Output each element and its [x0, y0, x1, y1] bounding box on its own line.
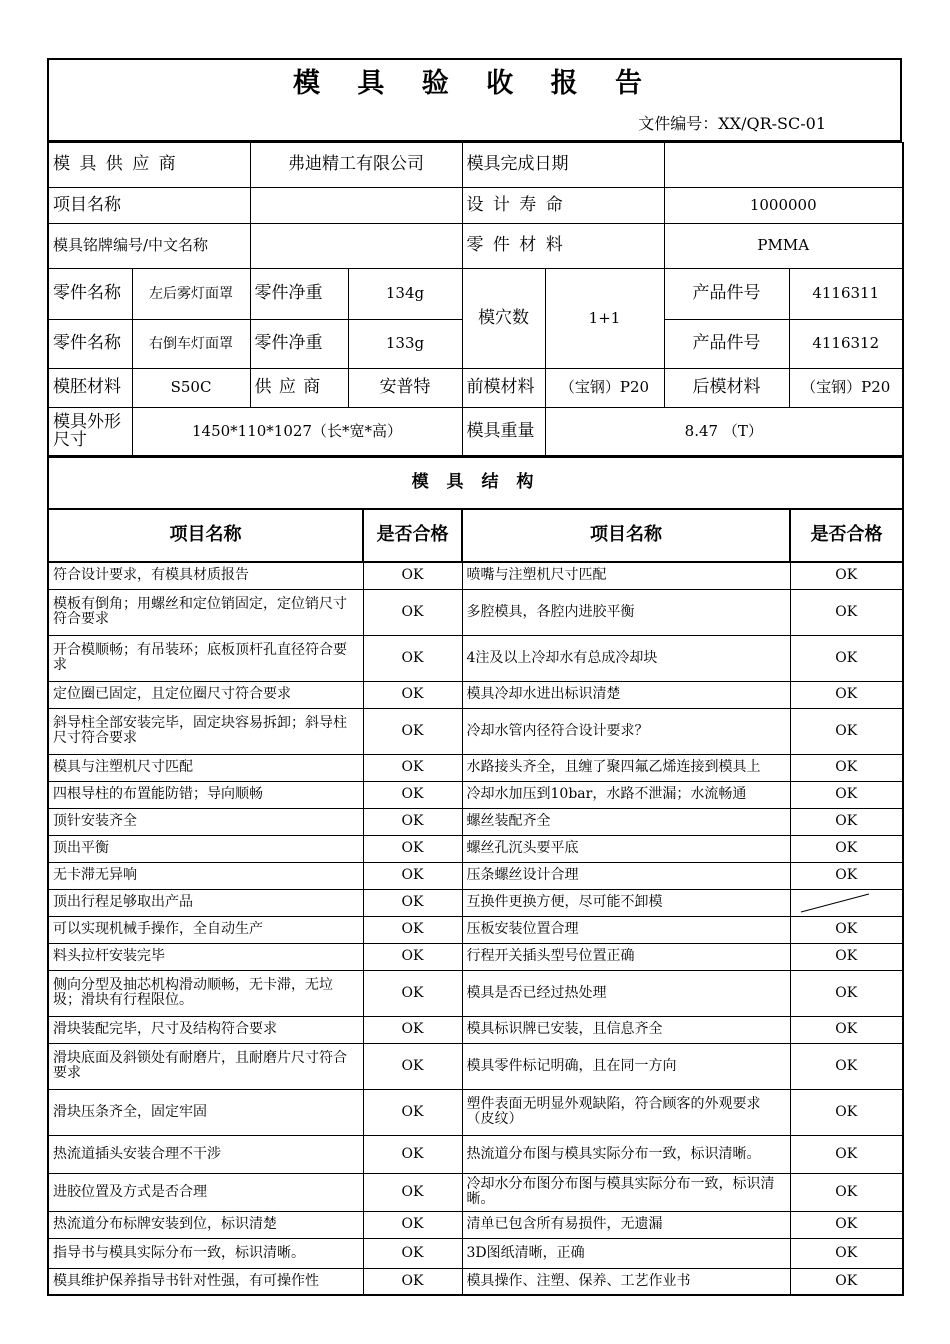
- check-item-right: 塑件表面无明显外观缺陷，符合顾客的外观要求（皮纹）: [462, 1089, 790, 1135]
- check-item-left: 模板有倒角；用螺丝和定位销固定，定位销尺寸符合要求: [48, 589, 363, 635]
- check-item-right: 水路接头齐全，且缠了聚四氟乙烯连接到模具上: [462, 754, 790, 781]
- col-header-pass: 是否合格: [363, 509, 462, 562]
- check-item-right: 冷却水管内径符合设计要求？: [462, 708, 790, 754]
- material-label: 零 件 材 料: [462, 224, 664, 269]
- check-result-left: OK: [363, 708, 462, 754]
- not-applicable-slash: [790, 889, 903, 916]
- table-row: [48, 708, 903, 754]
- project-value: [250, 188, 462, 224]
- check-item-right: 行程开关插头型号位置正确: [462, 943, 790, 970]
- check-result-left: OK: [363, 889, 462, 916]
- check-result-left: OK: [363, 1238, 462, 1268]
- table-row: [48, 781, 903, 808]
- check-result-right: OK: [790, 916, 903, 943]
- check-result-right: OK: [790, 589, 903, 635]
- table-row: [48, 835, 903, 862]
- part1-name-label: 零件名称: [48, 269, 132, 320]
- table-row: [48, 970, 903, 1016]
- check-item-right: 互换件更换方便，尽可能不卸模: [462, 889, 790, 916]
- part1-no-value: 4116311: [789, 269, 903, 320]
- check-result-left: OK: [363, 1135, 462, 1173]
- check-result-right: OK: [790, 1268, 903, 1295]
- part2-no-value: 4116312: [789, 320, 903, 369]
- finish-date-label: 模具完成日期: [462, 143, 664, 188]
- dimension-value: 1450*110*1027（长*宽*高）: [132, 408, 462, 456]
- check-item-right: 模具是否已经过热处理: [462, 970, 790, 1016]
- check-result-right: OK: [790, 862, 903, 889]
- cavity-label: 模穴数: [462, 269, 545, 369]
- table-row: [48, 1016, 903, 1043]
- design-life-label: 设 计 寿 命: [462, 188, 664, 224]
- weight-value: 8.47 （T）: [545, 408, 903, 456]
- check-result-right: OK: [790, 1211, 903, 1238]
- nameplate-label: 模具铭牌编号/中文名称: [48, 224, 250, 269]
- title-table: [47, 58, 902, 142]
- check-item-left: 热流道插头安装合理不干涉: [48, 1135, 363, 1173]
- part2-no-label: 产品件号: [664, 320, 789, 369]
- nameplate-value: [250, 224, 462, 269]
- part1-name-value: 左后雾灯面罩: [132, 269, 250, 320]
- table-row: [48, 562, 903, 589]
- part2-weight-label: 零件净重: [250, 320, 348, 369]
- check-item-left: 滑块底面及斜锁处有耐磨片，且耐磨片尺寸符合要求: [48, 1043, 363, 1089]
- check-item-left: 进胶位置及方式是否合理: [48, 1173, 363, 1211]
- check-result-left: OK: [363, 1173, 462, 1211]
- table-row: [48, 1211, 903, 1238]
- report-title: 模 具 验 收 报 告: [293, 68, 656, 99]
- check-result-left: OK: [363, 681, 462, 708]
- check-item-left: 热流道分布标牌安装到位，标识清楚: [48, 1211, 363, 1238]
- table-row: [48, 1173, 903, 1211]
- check-item-right: 模具操作、注塑、保养、工艺作业书: [462, 1268, 790, 1295]
- col-header-item: 项目名称: [48, 509, 363, 562]
- check-item-right: 热流道分布图与模具实际分布一致，标识清晰。: [462, 1135, 790, 1173]
- check-item-left: 四根导柱的布置能防错；导向顺畅: [48, 781, 363, 808]
- table-row: [48, 1238, 903, 1268]
- check-result-left: OK: [363, 862, 462, 889]
- checklist-rows: [48, 562, 903, 1295]
- check-item-left: 滑块压条齐全，固定牢固: [48, 1089, 363, 1135]
- base-material-value: S50C: [132, 369, 250, 408]
- check-item-left: 顶针安装齐全: [48, 808, 363, 835]
- table-row: [48, 681, 903, 708]
- part2-name-value: 右倒车灯面罩: [132, 320, 250, 369]
- front-mold-label: 前模材料: [462, 369, 545, 408]
- check-result-right: OK: [790, 708, 903, 754]
- check-item-right: 清单已包含所有易损件，无遗漏: [462, 1211, 790, 1238]
- table-row: [48, 916, 903, 943]
- check-item-right: 冷却水分布图分布图与模具实际分布一致，标识清晰。: [462, 1173, 790, 1211]
- check-result-right: OK: [790, 1043, 903, 1089]
- check-result-right: OK: [790, 1089, 903, 1135]
- check-item-right: 3D图纸清晰，正确: [462, 1238, 790, 1268]
- check-item-right: 喷嘴与注塑机尺寸匹配: [462, 562, 790, 589]
- check-item-right: 冷却水加压到10bar，水路不泄漏；水流畅通: [462, 781, 790, 808]
- check-item-left: 定位圈已固定，且定位圈尺寸符合要求: [48, 681, 363, 708]
- table-row: [48, 1268, 903, 1295]
- table-row: [48, 889, 903, 916]
- check-result-right: OK: [790, 943, 903, 970]
- check-item-left: 符合设计要求，有模具材质报告: [48, 562, 363, 589]
- table-row: [48, 1089, 903, 1135]
- table-row: [48, 808, 903, 835]
- check-result-left: OK: [363, 1043, 462, 1089]
- info-table: [47, 142, 904, 456]
- structure-table: [47, 456, 904, 1296]
- part2-weight-value: 133g: [348, 320, 462, 369]
- table-row: [48, 635, 903, 681]
- supplier-value: 弗迪精工有限公司: [250, 143, 462, 188]
- vendor-label: 供 应 商: [250, 369, 348, 408]
- check-result-left: OK: [363, 754, 462, 781]
- check-item-right: 螺丝孔沉头要平底: [462, 835, 790, 862]
- table-row: [48, 1135, 903, 1173]
- project-label: 项目名称: [48, 188, 250, 224]
- rear-mold-value: （宝钢）P20: [789, 369, 903, 408]
- cavity-value: 1+1: [545, 269, 664, 369]
- check-item-left: 可以实现机械手操作，全自动生产: [48, 916, 363, 943]
- title-cell: [48, 59, 901, 141]
- check-item-right: 螺丝装配齐全: [462, 808, 790, 835]
- check-result-left: OK: [363, 835, 462, 862]
- check-result-left: OK: [363, 970, 462, 1016]
- check-item-left: 模具与注塑机尺寸匹配: [48, 754, 363, 781]
- check-item-left: 滑块装配完毕，尺寸及结构符合要求: [48, 1016, 363, 1043]
- table-row: [48, 1043, 903, 1089]
- table-row: [48, 943, 903, 970]
- check-result-right: OK: [790, 681, 903, 708]
- check-item-right: 模具冷却水进出标识清楚: [462, 681, 790, 708]
- dimension-label: 模具外形尺寸: [48, 408, 132, 456]
- check-result-left: OK: [363, 781, 462, 808]
- check-item-right: 压板安装位置合理: [462, 916, 790, 943]
- check-item-left: 模具维护保养指导书针对性强，有可操作性: [48, 1268, 363, 1295]
- check-result-left: OK: [363, 1211, 462, 1238]
- check-result-right: OK: [790, 562, 903, 589]
- check-item-left: 料头拉杆安装完毕: [48, 943, 363, 970]
- table-row: [48, 754, 903, 781]
- col-header-pass-2: 是否合格: [790, 509, 903, 562]
- check-result-right: OK: [790, 970, 903, 1016]
- document-number: 文件编号：XX/QR-SC-01: [638, 114, 826, 133]
- report-frame: [47, 58, 902, 1296]
- weight-label: 模具重量: [462, 408, 545, 456]
- check-result-left: OK: [363, 916, 462, 943]
- check-result-left: OK: [363, 589, 462, 635]
- check-item-right: 压条螺丝设计合理: [462, 862, 790, 889]
- part2-name-label: 零件名称: [48, 320, 132, 369]
- check-result-right: OK: [790, 1238, 903, 1268]
- check-result-left: OK: [363, 808, 462, 835]
- part1-weight-label: 零件净重: [250, 269, 348, 320]
- check-item-right: 模具标识牌已安装，且信息齐全: [462, 1016, 790, 1043]
- check-result-right: OK: [790, 1016, 903, 1043]
- part1-weight-value: 134g: [348, 269, 462, 320]
- check-result-right: OK: [790, 1173, 903, 1211]
- check-result-right: OK: [790, 808, 903, 835]
- check-result-right: OK: [790, 635, 903, 681]
- check-item-left: 指导书与模具实际分布一致，标识清晰。: [48, 1238, 363, 1268]
- check-result-right: OK: [790, 754, 903, 781]
- check-result-left: OK: [363, 1089, 462, 1135]
- front-mold-value: （宝钢）P20: [545, 369, 664, 408]
- table-row: [48, 589, 903, 635]
- check-item-right: 4注及以上冷却水有总成冷却块: [462, 635, 790, 681]
- check-item-left: 斜导柱全部安装完毕，固定块容易拆卸；斜导柱尺寸符合要求: [48, 708, 363, 754]
- check-result-left: OK: [363, 635, 462, 681]
- rear-mold-label: 后模材料: [664, 369, 789, 408]
- design-life-value: 1000000: [664, 188, 903, 224]
- part1-no-label: 产品件号: [664, 269, 789, 320]
- check-item-left: 开合模顺畅；有吊装环；底板顶杆孔直径符合要求: [48, 635, 363, 681]
- check-item-left: 无卡滞无异响: [48, 862, 363, 889]
- table-row: [48, 862, 903, 889]
- check-item-right: 多腔模具，各腔内进胶平衡: [462, 589, 790, 635]
- check-item-left: 侧向分型及抽芯机构滑动顺畅，无卡滞，无垃圾；滑块有行程限位。: [48, 970, 363, 1016]
- check-result-left: OK: [363, 1268, 462, 1295]
- structure-section-title: 模 具 结 构: [48, 457, 903, 509]
- check-item-left: 顶出行程足够取出产品: [48, 889, 363, 916]
- check-result-left: OK: [363, 1016, 462, 1043]
- supplier-label: 模 具 供 应 商: [48, 143, 250, 188]
- check-result-left: OK: [363, 943, 462, 970]
- vendor-value: 安普特: [348, 369, 462, 408]
- base-material-label: 模胚材料: [48, 369, 132, 408]
- check-result-left: OK: [363, 562, 462, 589]
- material-value: PMMA: [664, 224, 903, 269]
- check-result-right: OK: [790, 781, 903, 808]
- col-header-item-2: 项目名称: [462, 509, 790, 562]
- check-item-left: 顶出平衡: [48, 835, 363, 862]
- finish-date-value: [664, 143, 903, 188]
- check-result-right: OK: [790, 1135, 903, 1173]
- check-item-right: 模具零件标记明确，且在同一方向: [462, 1043, 790, 1089]
- check-result-right: OK: [790, 835, 903, 862]
